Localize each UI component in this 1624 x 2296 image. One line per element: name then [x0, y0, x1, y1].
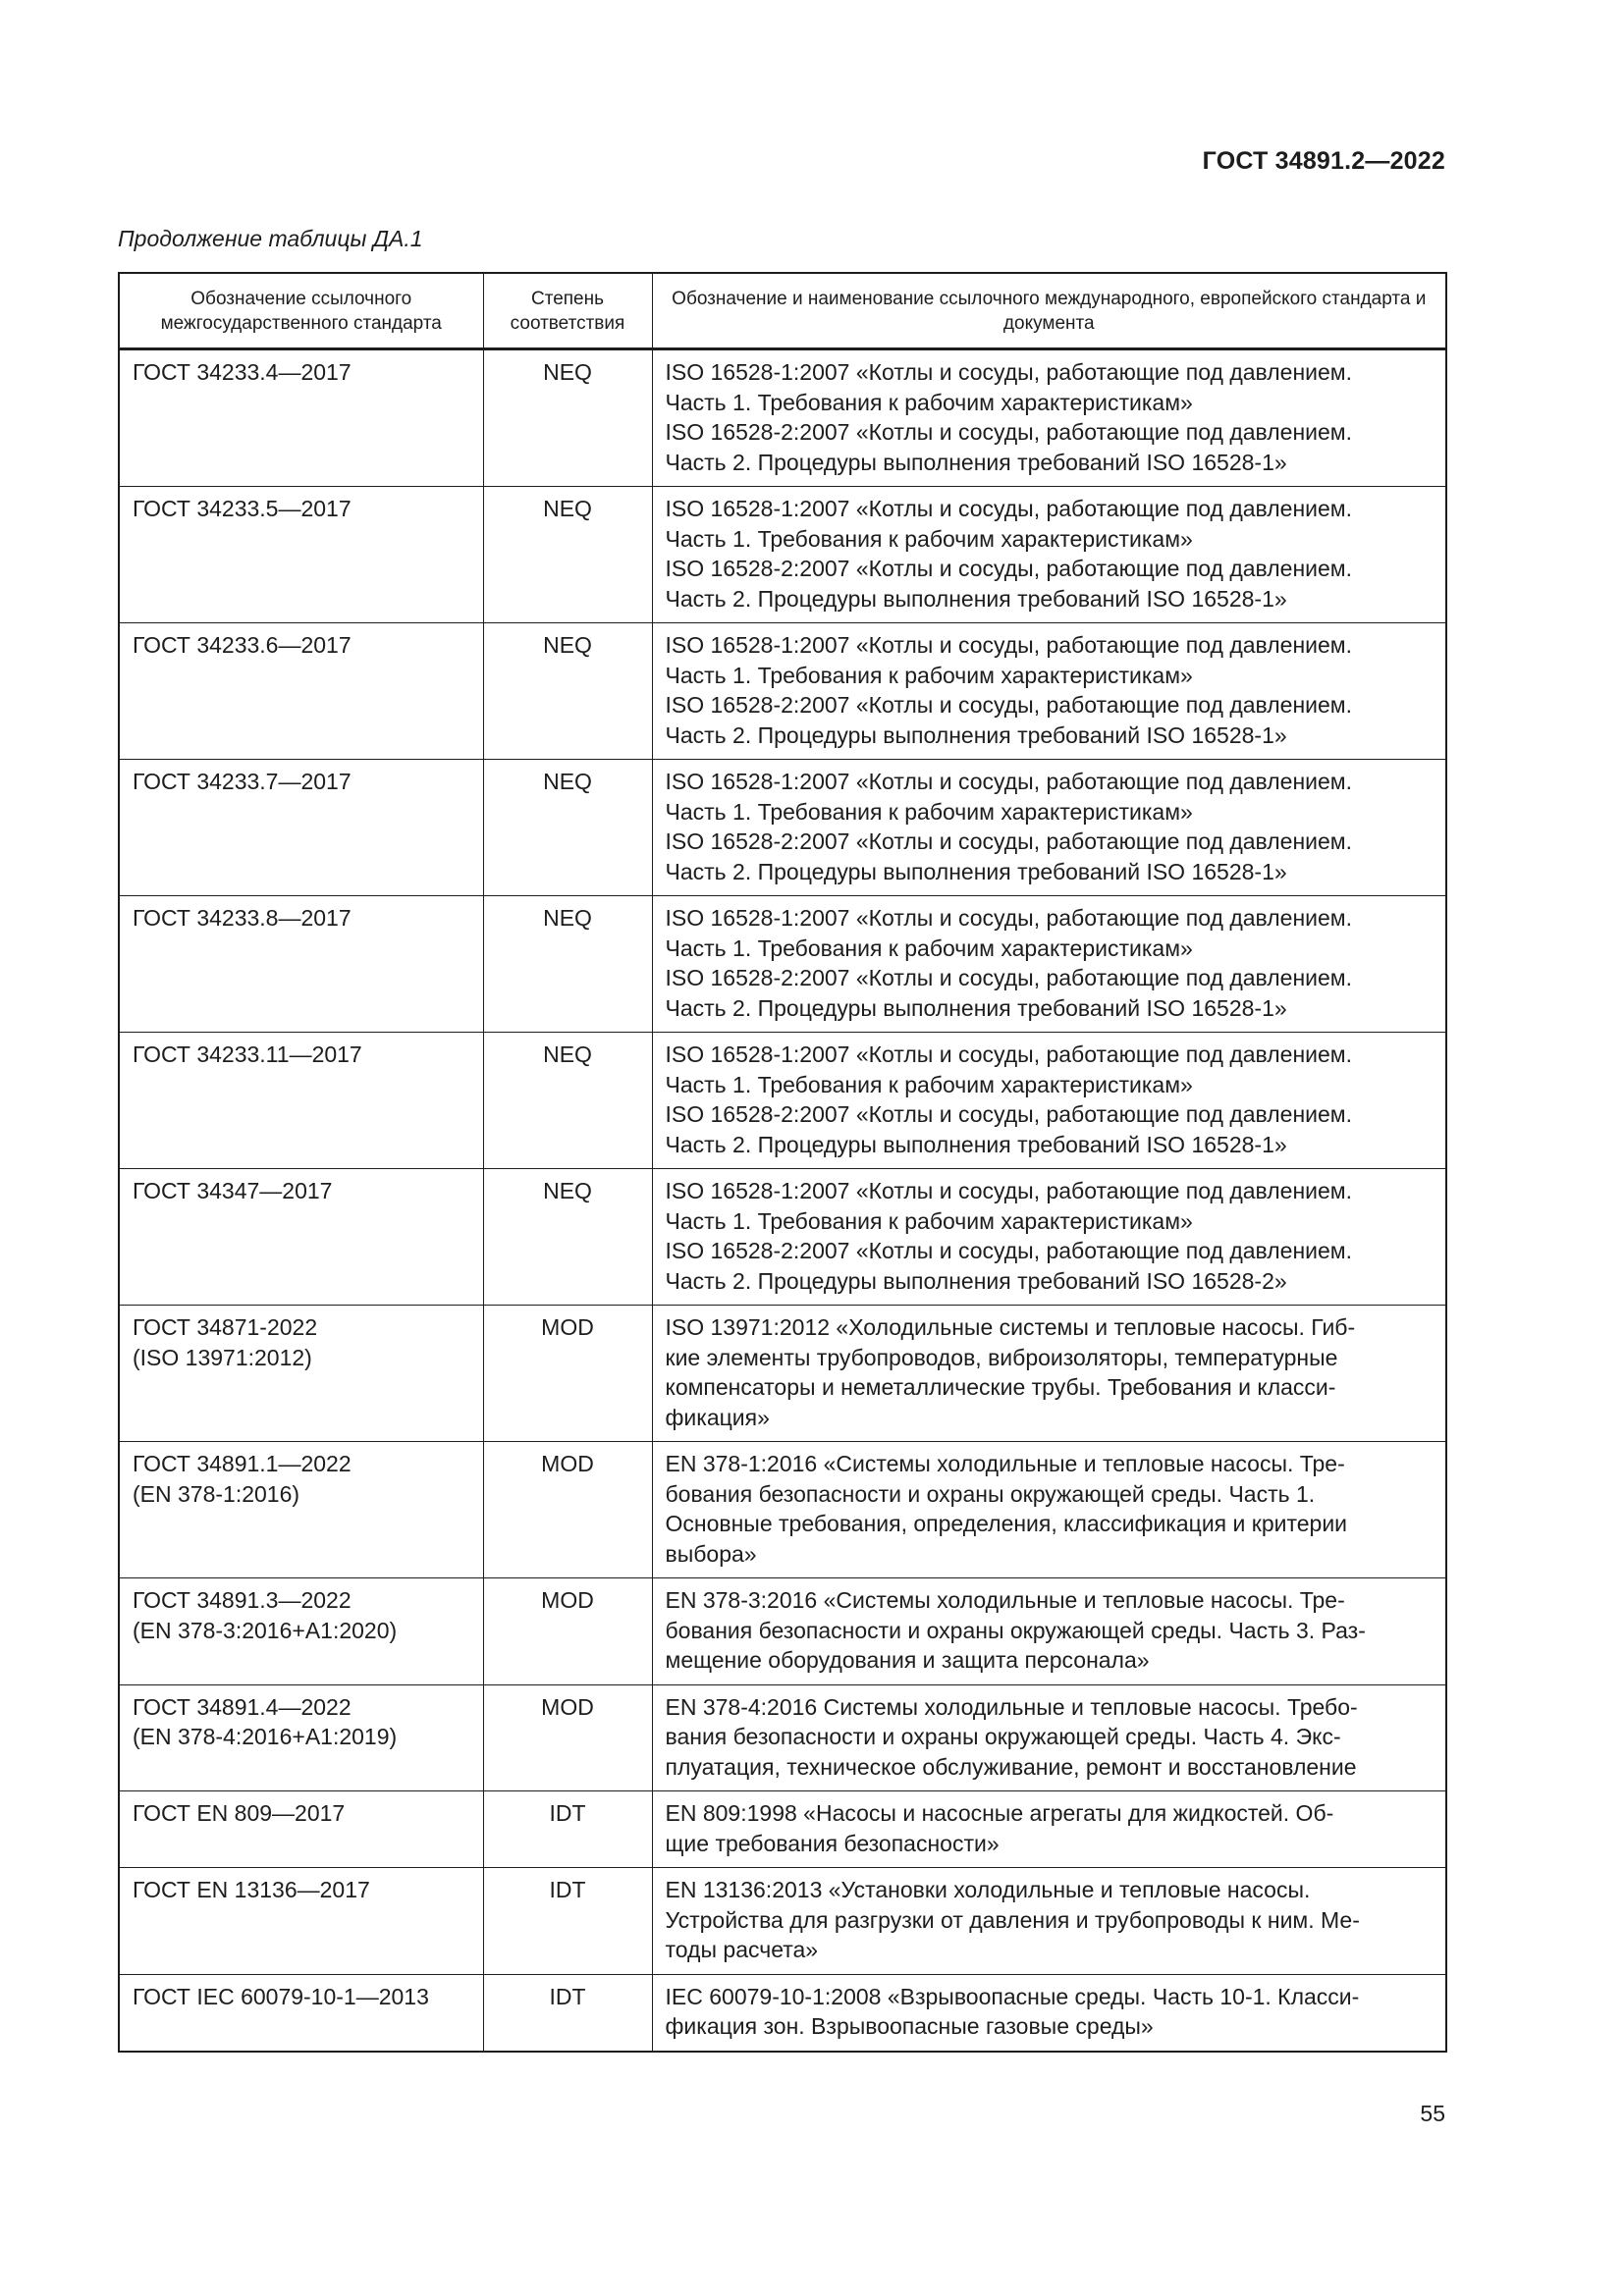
reference-text-line: Часть 1. Требования к рабочим характеристикам»: [665, 798, 1193, 825]
standard-designation-line: ГОСТ 34233.5—2017: [133, 496, 352, 521]
reference-text-line: Часть 2. Процедуры выполнения требований ISO 16528-1»: [665, 1131, 1287, 1157]
cell-interstate-standard: [119, 1868, 483, 1975]
cell-degree-of-compliance: NEQ: [483, 487, 652, 623]
table-caption: Продолжение таблицы ДА.1: [118, 226, 423, 251]
header-international-standard: Обозначение и наименование ссылочного международного, европейского стандарта и документа: [652, 273, 1446, 349]
reference-text-line: плуатация, техническое обслуживание, ремонт и восстановление: [665, 1753, 1357, 1780]
cell-interstate-standard: [119, 896, 483, 1033]
cell-international-standard: [652, 1442, 1446, 1578]
reference-text-line: Часть 1. Требования к рабочим характеристикам»: [665, 934, 1193, 961]
standard-designation-line: (EN 378-4:2016+A1:2019): [133, 1724, 398, 1749]
reference-text-line: Устройства для разгрузки от давления и трубопроводы к ним. Ме-: [665, 1906, 1360, 1933]
cell-interstate-standard: [119, 349, 483, 487]
cell-international-standard: [652, 487, 1446, 623]
reference-text-line: ISO 16528-2:2007 «Котлы и сосуды, работающие под давлением.: [665, 828, 1352, 854]
table-row: [119, 1169, 1446, 1306]
cell-interstate-standard: [119, 487, 483, 623]
table-row: [119, 1306, 1446, 1442]
standard-designation-line: ГОСТ EN 13136—2017: [133, 1877, 370, 1902]
cell-degree-of-compliance: NEQ: [483, 1033, 652, 1169]
standard-designation-line: ГОСТ 34233.7—2017: [133, 769, 352, 794]
reference-text-line: Часть 2. Процедуры выполнения требований ISO 16528-1»: [665, 858, 1287, 884]
cell-degree-of-compliance: NEQ: [483, 896, 652, 1033]
reference-text-line: фикация»: [665, 1404, 770, 1430]
reference-text-line: ISO 16528-2:2007 «Котлы и сосуды, работающие под давлением.: [665, 419, 1352, 445]
reference-standards-table: [118, 272, 1447, 2053]
table-header-row: [119, 273, 1446, 349]
reference-text-line: Часть 1. Требования к рабочим характеристикам»: [665, 1071, 1193, 1097]
standard-designation-line: ГОСТ 34891.3—2022: [133, 1587, 352, 1613]
cell-international-standard: [652, 1868, 1446, 1975]
cell-degree-of-compliance: MOD: [483, 1684, 652, 1791]
table-row: [119, 349, 1446, 487]
table-row: [119, 1868, 1446, 1975]
reference-text-line: ISO 13971:2012 «Холодильные системы и тепловые насосы. Гиб-: [665, 1314, 1356, 1340]
reference-text-line: Часть 2. Процедуры выполнения требований ISO 16528-1»: [665, 994, 1287, 1021]
reference-text-line: вания безопасности и охраны окружающей среды. Часть 4. Экс-: [665, 1724, 1341, 1749]
table-row: [119, 1442, 1446, 1578]
reference-text-line: щие требования безопасности»: [665, 1830, 1000, 1856]
cell-interstate-standard: [119, 1169, 483, 1306]
reference-text-line: тоды расчета»: [665, 1937, 819, 1962]
cell-international-standard: [652, 1791, 1446, 1868]
reference-text-line: Часть 2. Процедуры выполнения требований ISO 16528-1»: [665, 585, 1287, 612]
reference-text-line: ISO 16528-1:2007 «Котлы и сосуды, работающие под давлением.: [665, 359, 1352, 385]
reference-text-line: фикация зон. Взрывоопасные газовые среды»: [665, 2013, 1154, 2039]
cell-international-standard: [652, 1974, 1446, 2052]
document-code: ГОСТ 34891.2—2022: [1202, 147, 1445, 175]
reference-text-line: IEC 60079-10-1:2008 «Взрывоопасные среды. Часть 10-1. Класси-: [665, 1983, 1360, 2009]
reference-text-line: бования безопасности и охраны окружающей среды. Часть 3. Раз-: [665, 1617, 1366, 1643]
reference-text-line: выбора»: [665, 1540, 757, 1567]
cell-international-standard: [652, 1033, 1446, 1169]
table-row: [119, 623, 1446, 760]
reference-text-line: ISO 16528-2:2007 «Котлы и сосуды, работающие под давлением.: [665, 965, 1352, 990]
reference-text-line: EN 13136:2013 «Установки холодильные и тепловые насосы.: [665, 1877, 1311, 1902]
standard-designation-line: ГОСТ 34233.6—2017: [133, 632, 352, 658]
reference-text-line: компенсаторы и неметаллические трубы. Требования и класси-: [665, 1374, 1336, 1400]
reference-text-line: EN 378-1:2016 «Системы холодильные и тепловые насосы. Тре-: [665, 1451, 1345, 1476]
reference-text-line: EN 378-4:2016 Системы холодильные и тепловые насосы. Требо-: [665, 1693, 1358, 1720]
table-row: [119, 1974, 1446, 2052]
reference-text-line: ISO 16528-1:2007 «Котлы и сосуды, работающие под давлением.: [665, 1041, 1352, 1067]
cell-degree-of-compliance: MOD: [483, 1442, 652, 1578]
standard-designation-line: (ISO 13971:2012): [133, 1344, 312, 1370]
cell-interstate-standard: [119, 760, 483, 896]
cell-international-standard: [652, 896, 1446, 1033]
header-interstate-standard: Обозначение ссылочного межгосударственного стандарта: [119, 273, 483, 349]
reference-text-line: Часть 1. Требования к рабочим характеристикам»: [665, 662, 1193, 688]
cell-international-standard: [652, 760, 1446, 896]
standard-designation-line: ГОСТ 34891.1—2022: [133, 1451, 352, 1476]
cell-degree-of-compliance: NEQ: [483, 1169, 652, 1306]
cell-interstate-standard: [119, 1033, 483, 1169]
cell-degree-of-compliance: IDT: [483, 1974, 652, 2052]
reference-text-line: ISO 16528-2:2007 «Котлы и сосуды, работающие под давлением.: [665, 556, 1352, 581]
table-row: [119, 1578, 1446, 1685]
cell-degree-of-compliance: IDT: [483, 1791, 652, 1868]
cell-interstate-standard: [119, 1442, 483, 1578]
cell-degree-of-compliance: NEQ: [483, 760, 652, 896]
reference-text-line: Часть 1. Требования к рабочим характеристикам»: [665, 1207, 1193, 1234]
reference-text-line: EN 378-3:2016 «Системы холодильные и тепловые насосы. Тре-: [665, 1587, 1345, 1613]
cell-international-standard: [652, 1684, 1446, 1791]
reference-text-line: Часть 1. Требования к рабочим характеристикам»: [665, 525, 1193, 552]
table-row: [119, 896, 1446, 1033]
table-row: [119, 760, 1446, 896]
reference-text-line: ISO 16528-1:2007 «Котлы и сосуды, работающие под давлением.: [665, 496, 1352, 521]
reference-text-line: Часть 2. Процедуры выполнения требований ISO 16528-1»: [665, 721, 1287, 748]
standard-designation-line: (EN 378-3:2016+A1:2020): [133, 1617, 398, 1643]
standard-designation-line: ГОСТ 34891.4—2022: [133, 1693, 352, 1720]
cell-international-standard: [652, 349, 1446, 487]
table-row: [119, 1684, 1446, 1791]
standard-designation-line: ГОСТ 34347—2017: [133, 1178, 333, 1203]
reference-text-line: ISO 16528-2:2007 «Котлы и сосуды, работающие под давлением.: [665, 1101, 1352, 1127]
reference-text-line: ISO 16528-2:2007 «Котлы и сосуды, работающие под давлением.: [665, 692, 1352, 718]
table-row: [119, 1791, 1446, 1868]
reference-text-line: ISO 16528-1:2007 «Котлы и сосуды, работающие под давлением.: [665, 769, 1352, 794]
reference-text-line: ISO 16528-2:2007 «Котлы и сосуды, работающие под давлением.: [665, 1238, 1352, 1263]
standard-designation-line: (EN 378-1:2016): [133, 1480, 300, 1507]
standard-designation-line: ГОСТ 34233.8—2017: [133, 905, 352, 931]
reference-text-line: мещение оборудования и защита персонала»: [665, 1647, 1150, 1673]
standard-designation-line: ГОСТ 34871-2022: [133, 1314, 318, 1340]
cell-interstate-standard: [119, 623, 483, 760]
header-degree-of-compliance: Степень соответствия: [483, 273, 652, 349]
reference-text-line: Часть 1. Требования к рабочим характеристикам»: [665, 389, 1193, 415]
cell-degree-of-compliance: MOD: [483, 1578, 652, 1685]
standard-designation-line: ГОСТ IEC 60079-10-1—2013: [133, 1983, 429, 2009]
table-body: [119, 349, 1446, 2052]
reference-text-line: ISO 16528-1:2007 «Котлы и сосуды, работающие под давлением.: [665, 905, 1352, 931]
cell-degree-of-compliance: NEQ: [483, 623, 652, 760]
cell-international-standard: [652, 623, 1446, 760]
standard-designation-line: ГОСТ 34233.11—2017: [133, 1041, 362, 1067]
reference-text-line: ISO 16528-1:2007 «Котлы и сосуды, работающие под давлением.: [665, 632, 1352, 658]
cell-interstate-standard: [119, 1306, 483, 1442]
table-row: [119, 487, 1446, 623]
standard-designation-line: ГОСТ 34233.4—2017: [133, 359, 352, 385]
reference-text-line: EN 809:1998 «Насосы и насосные агрегаты для жидкостей. Об-: [665, 1800, 1334, 1826]
cell-degree-of-compliance: NEQ: [483, 349, 652, 487]
cell-international-standard: [652, 1169, 1446, 1306]
cell-interstate-standard: [119, 1578, 483, 1685]
cell-interstate-standard: [119, 1684, 483, 1791]
table-row: [119, 1033, 1446, 1169]
cell-international-standard: [652, 1578, 1446, 1685]
cell-interstate-standard: [119, 1974, 483, 2052]
reference-text-line: Часть 2. Процедуры выполнения требований ISO 16528-1»: [665, 449, 1287, 475]
reference-text-line: Часть 2. Процедуры выполнения требований ISO 16528-2»: [665, 1267, 1287, 1294]
cell-interstate-standard: [119, 1791, 483, 1868]
cell-degree-of-compliance: MOD: [483, 1306, 652, 1442]
reference-text-line: Основные требования, определения, классификация и критерии: [665, 1511, 1348, 1536]
cell-international-standard: [652, 1306, 1446, 1442]
page-number: 55: [1420, 2101, 1445, 2126]
reference-text-line: бования безопасности и охраны окружающей среды. Часть 1.: [665, 1480, 1316, 1507]
standard-designation-line: ГОСТ EN 809—2017: [133, 1800, 346, 1826]
reference-text-line: кие элементы трубопроводов, виброизоляторы, температурные: [665, 1344, 1338, 1370]
reference-text-line: ISO 16528-1:2007 «Котлы и сосуды, работающие под давлением.: [665, 1178, 1352, 1203]
cell-degree-of-compliance: IDT: [483, 1868, 652, 1975]
